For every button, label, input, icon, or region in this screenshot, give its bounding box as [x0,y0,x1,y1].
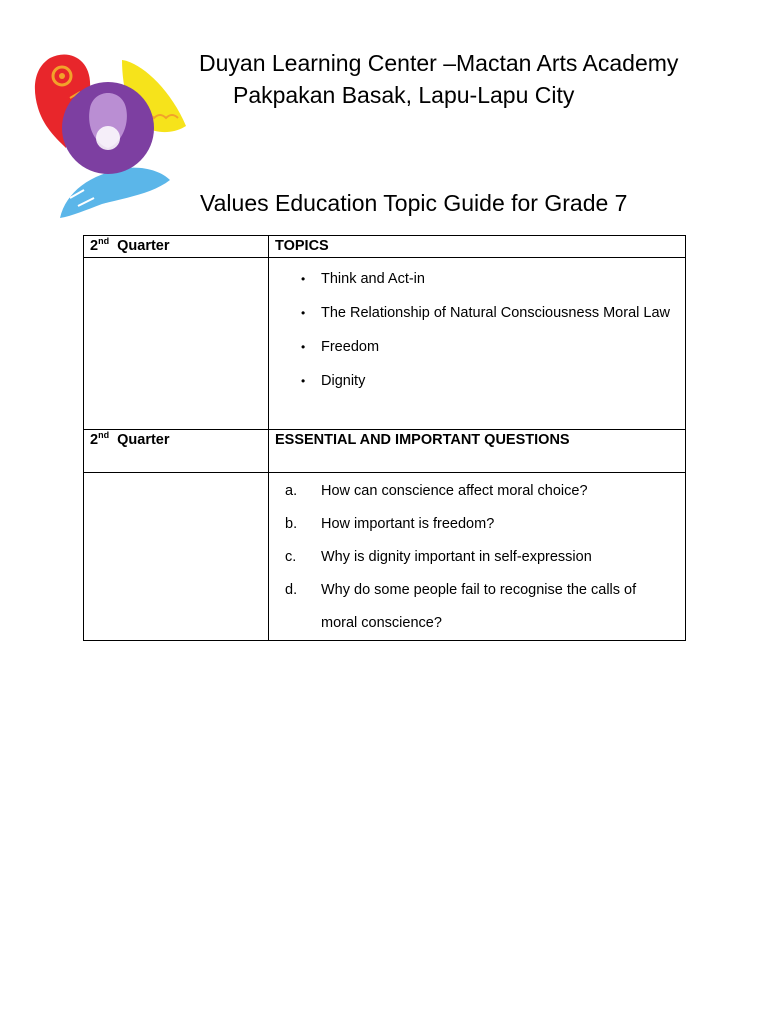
topics-cell [269,258,686,430]
empty-cell [84,258,269,430]
list-item [275,262,679,296]
question-text: How can conscience affect moral choice? [321,483,588,499]
question-letter: a. [285,483,298,499]
question-text: Why do some people fail to recognise the calls of moral conscience? [321,582,637,631]
topic-text: The Relationship of Natural Consciousness Moral Law [321,305,670,321]
quarter-word: Quarter [117,432,170,448]
bullet-icon: • [301,272,306,286]
empty-cell [84,473,269,641]
quarter-suffix: nd [98,236,110,247]
table-row [84,473,686,641]
question-letter: c. [285,549,297,565]
quarter-number: 2 [90,238,99,254]
table-row [84,430,686,473]
topic-text: Dignity [321,373,366,389]
questions-list [275,473,679,640]
table-row [84,258,686,430]
bullet-icon: • [301,306,306,320]
quarter-number: 2 [90,432,99,448]
quarter-suffix: nd [98,430,110,441]
document-title: Values Education Topic Guide for Grade 7 [200,190,628,216]
table-row [84,236,686,258]
list-item [275,330,679,364]
bullet-icon: • [301,340,306,354]
school-address: Pakpakan Basak, Lapu-Lapu City [233,82,575,108]
quarter-cell [84,236,269,258]
topic-guide-table [83,235,686,641]
topics-heading: TOPICS [269,236,686,258]
list-item [275,475,679,508]
quarter-cell [84,430,269,473]
list-item [275,364,679,398]
school-name: Duyan Learning Center –Mactan Arts Academy [199,50,679,76]
list-item [275,296,679,330]
bullet-icon: • [301,374,306,388]
questions-heading: ESSENTIAL AND IMPORTANT QUESTIONS [269,430,686,473]
question-text: Why is dignity important in self-expression [321,549,592,565]
topic-text: Freedom [321,339,380,355]
quarter-word: Quarter [117,238,170,254]
question-text: How important is freedom? [321,516,495,532]
school-logo [30,48,190,220]
question-letter: b. [285,516,298,532]
questions-cell [269,473,686,641]
topics-list [275,258,679,398]
duyan-logo-icon [30,48,190,220]
list-item [275,508,679,541]
topic-text: Think and Act-in [321,271,425,287]
list-item [275,541,679,574]
list-item [275,574,679,640]
question-letter: d. [285,582,298,598]
